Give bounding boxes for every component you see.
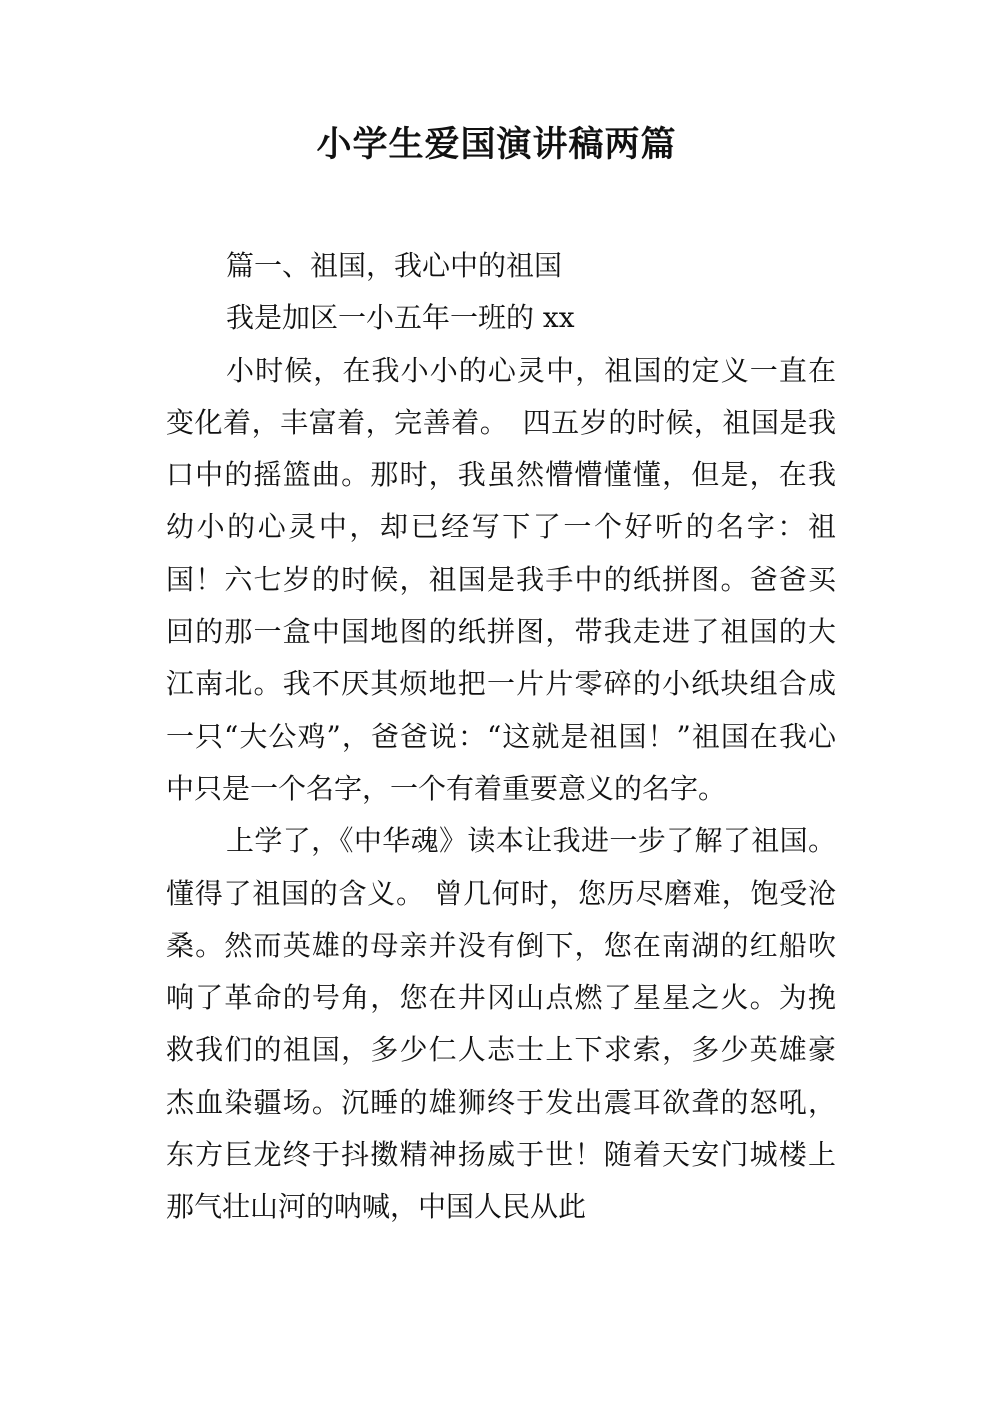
paragraph-school: 上学了，《中华魂》读本让我进一步了解了祖国。懂得了祖国的含义。 曾几何时，您历尽磨难，饱受沧桑。然而英雄的母亲并没有倒下，您在南湖的红船吹响了革命的号角，您在井冈山点燃了星星之火。为挽救我们的祖国，多少仁人志士上下求索，多少英雄豪杰血染疆场。沉睡的雄狮终于发出震耳欲聋的怒吼，东方巨龙终于抖擞精神扬威于世！随着天安门城楼上那气壮山河的呐喊，中国人民从此 (166, 824, 836, 1224)
document-title: 小学生爱国演讲稿两篇 (316, 125, 677, 165)
paragraph-childhood: 小时候，在我小小的心灵中，祖国的定义一直在变化着，丰富着，完善着。 四五岁的时候，祖国是我口中的摇篮曲。那时，我虽然懵懵懂懂，但是，在我幼小的心灵中，却已经写下了一个好听的名字：祖国！六七岁的时候，祖国是我手中的纸拼图。爸爸买回的那一盒中国地图的纸拼图，带我走进了祖国的大江南北。我不厌其烦地把一片片零碎的小纸块组合成一只“大公鸡”，爸爸说：“这就是祖国！”祖国在我心中只是一个名字，一个有着重要意义的名字。 (166, 353, 836, 805)
document-body (166, 240, 836, 1234)
paragraph-author-line: 我是加区一小五年一班的 xx (226, 301, 575, 335)
paragraph-section-heading: 篇一、祖国，我心中的祖国 (226, 249, 563, 282)
